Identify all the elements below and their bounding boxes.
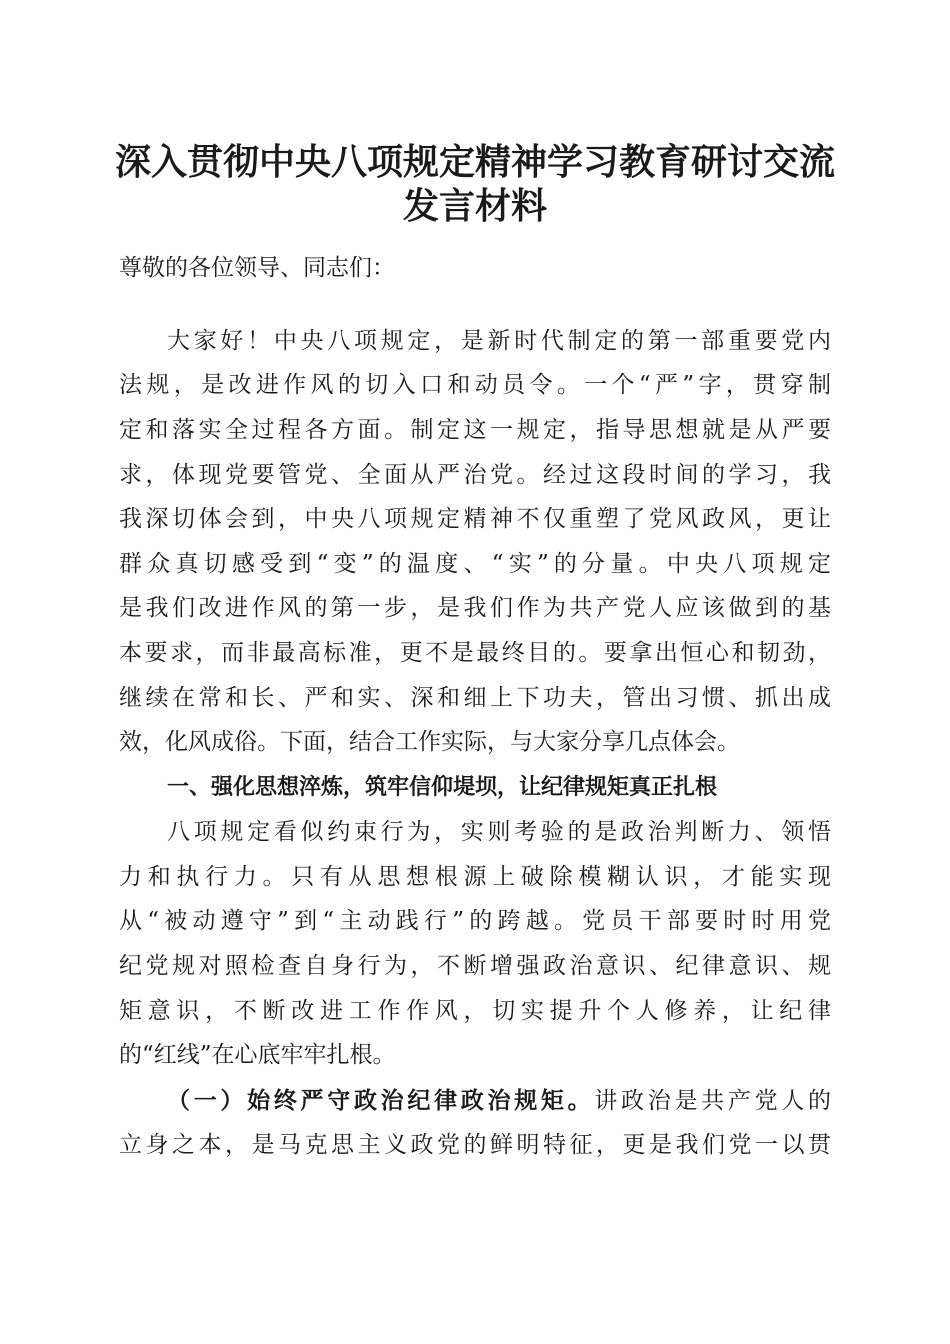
- section-1-line: 矩意识，不断改进工作作风，切实提升个人修养，让纪律: [119, 998, 831, 1024]
- intro-line: 本要求，而非最高标准，更不是最终目的。要拿出恒心和韧劲，: [119, 640, 831, 666]
- subsection-1-first-line: [167, 1086, 831, 1116]
- intro-line: 大家好！中央八项规定，是新时代制定的第一部重要党内: [167, 328, 831, 354]
- section-1-heading: 一、强化思想淬炼，筑牢信仰堤坝，让纪律规矩真正扎根: [167, 775, 718, 800]
- section-1-line: 力和执行力。只有从思想根源上破除模糊认识，才能实现: [119, 864, 831, 890]
- subsection-1-line: 立身之本，是马克思主义政党的鲜明特征，更是我们党一以贯: [119, 1132, 831, 1158]
- subsection-1-text: 讲政治是共产党人的: [594, 1088, 832, 1114]
- intro-line: 我深切体会到，中央八项规定精神不仅重塑了党风政风，更让: [119, 506, 831, 532]
- intro-line: 求，体现党要管党、全面从严治党。经过这段时间的学习，我: [119, 462, 831, 488]
- salutation: 尊敬的各位领导、同志们：: [119, 255, 395, 281]
- section-1-line: 纪党规对照检查自身行为，不断增强政治意识、纪律意识、规: [119, 953, 831, 979]
- document-title-line-1: 深入贯彻中央八项规定精神学习教育研讨交流: [114, 141, 835, 183]
- section-1-line: 的“红线”在心底牢牢扎根。: [119, 1042, 396, 1068]
- intro-line: 群众真切感受到“变”的温度、“实”的分量。中央八项规定: [119, 551, 831, 577]
- intro-line: 定和落实全过程各方面。制定这一规定，指导思想就是从严要: [119, 417, 831, 443]
- intro-line: 是我们改进作风的第一步，是我们作为共产党人应该做到的基: [119, 595, 831, 621]
- section-1-line: 八项规定看似约束行为，实则考验的是政治判断力、领悟: [167, 819, 831, 845]
- section-1-line: 从“被动遵守”到“主动践行”的跨越。党员干部要时时用党: [119, 908, 831, 934]
- document-title-line-2: 发言材料: [402, 185, 547, 227]
- intro-line: 效，化风成俗。下面，结合工作实际，与大家分享几点体会。: [119, 729, 740, 755]
- subsection-1-heading: （一）始终严守政治纪律政治规矩。: [167, 1087, 595, 1114]
- intro-line: 继续在常和长、严和实、深和细上下功夫，管出习惯、抓出成: [119, 685, 831, 711]
- intro-line: 法规，是改进作风的切入口和动员令。一个“严”字，贯穿制: [119, 372, 831, 398]
